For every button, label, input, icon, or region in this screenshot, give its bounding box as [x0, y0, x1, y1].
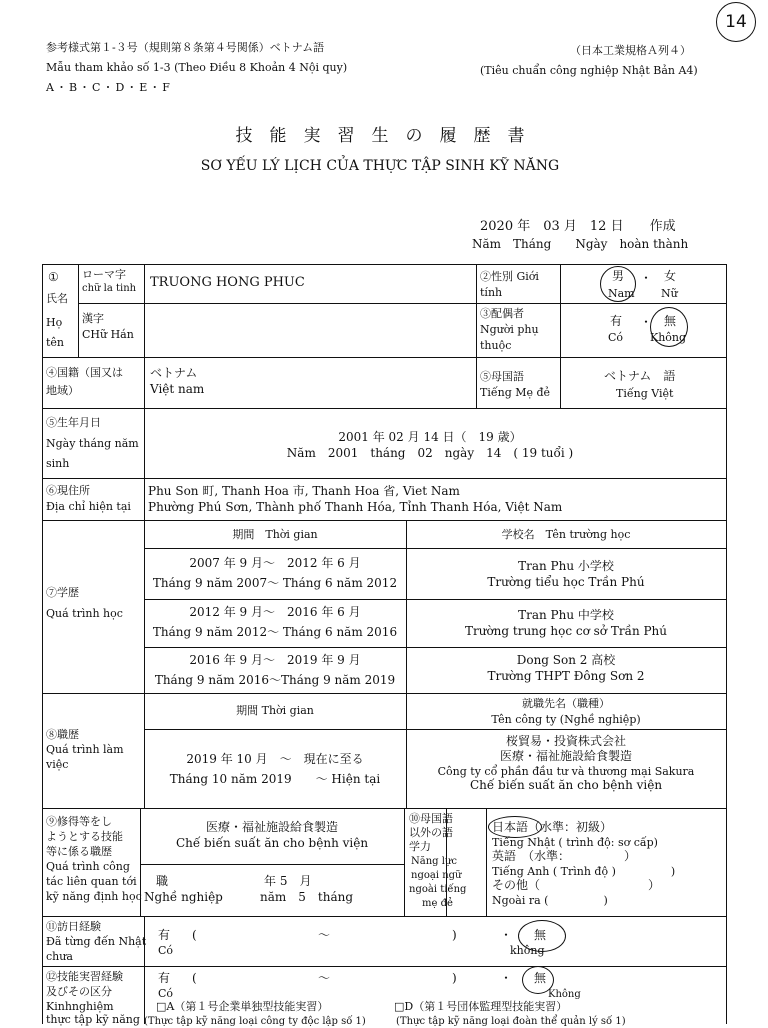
birth-value-jp: 2001 年 02 月 14 日（ 19 歳）: [338, 430, 522, 444]
training-paren-close: ): [452, 971, 457, 985]
visit-japan-yes-jp: 有: [158, 928, 171, 942]
address-value-vn: Phường Phú Sơn, Thành phố Thanh Hóa, Tỉnh Thanh Hóa, Việt Nam: [148, 500, 563, 514]
education-period-vn: Tháng 9 năm 2016～Tháng 9 năm 2019: [154, 673, 396, 687]
education-label-vn: Quá trình học: [46, 607, 123, 620]
standard-jp: （日本工業規格Ａ列４）: [570, 44, 691, 57]
education-period-header: 期間 Thời gian: [232, 528, 318, 541]
employment-period-jp: 2019 年 10 月 ～ 現在に至る: [186, 752, 364, 766]
training-no-vn: Không: [548, 989, 581, 1000]
skills-career-vn: Nghề nghiệp: [144, 890, 223, 904]
form-number-vn: Mẫu tham khảo số 1-3 (Theo Điều 8 Khoản 4 Nội quy): [46, 61, 348, 74]
skills-years-jp: 年 5 月: [264, 874, 312, 888]
education-period-jp: 2007 年 9 月～ 2012 年 6 月: [189, 556, 361, 570]
skills-label-vn2: tác liên quan tới: [46, 875, 137, 888]
languages-label-jp1: ⑩母国語: [409, 812, 453, 825]
gender-male-jp: 男: [612, 269, 625, 283]
employment-period-header: 期間 Thời gian: [236, 704, 314, 717]
skills-job-vn: Chế biến suất ăn cho bệnh viện: [175, 836, 369, 850]
visit-japan-paren-open: (: [192, 928, 197, 942]
mother-tongue-label-vn: Tiếng Mẹ đẻ: [480, 386, 551, 399]
name-romaji-value: TRUONG HONG PHUC: [150, 275, 305, 290]
languages-label-vn4: mẹ đẻ: [422, 898, 453, 909]
training-selected-circle: [522, 966, 554, 994]
japanese-level-vn: Tiếng Nhật ( trình độ: sơ cấp): [492, 836, 658, 849]
gender-female-vn: Nữ: [661, 287, 678, 300]
employment-company-jp: 桜貿易・投資株式会社: [505, 734, 626, 748]
education-school-jp: Tran Phu 中学校: [518, 608, 614, 622]
spouse-label-vn1: Người phụ: [480, 323, 539, 336]
spouse-yes-vn: Có: [608, 331, 624, 344]
training-yes-jp: 有: [158, 971, 171, 985]
education-school-vn: Trường trung học cơ sở Trần Phú: [464, 624, 668, 638]
employment-label-vn2: việc: [46, 758, 69, 771]
nationality-label-jp: ④国籍（国又は: [46, 366, 123, 379]
form-variants: A・B・C・D・E・F: [46, 81, 172, 94]
skills-career-jp: 職: [156, 874, 169, 888]
training-dot: ・: [500, 971, 513, 985]
visit-japan-yes-vn: Có: [158, 944, 174, 957]
nationality-value-vn: Việt nam: [150, 382, 205, 396]
kanji-label-jp: 漢字: [82, 312, 104, 325]
visit-japan-no-jp: 無: [534, 928, 547, 942]
form-number-jp: 参考様式第１-３号（規則第８条第４号関係）ベトナム語: [46, 41, 325, 54]
birth-label-jp: ⑤生年月日: [46, 416, 101, 429]
gender-female-jp: 女: [664, 269, 677, 283]
name-label-vn2: tên: [46, 336, 65, 349]
skills-label-jp3: 等に係る職歴: [46, 845, 112, 858]
kanji-label-vn: CHữ Hán: [82, 328, 134, 341]
training-label-vn2: thực tập kỹ năng: [46, 1013, 140, 1026]
training-no-jp: 無: [534, 971, 547, 985]
education-school-header: 学校名 Tên trường học: [501, 528, 631, 541]
education-period-jp: 2012 年 9 月～ 2016 年 6 月: [189, 605, 361, 619]
english-level-vn: Tiếng Anh ( Trình độ ) ): [492, 865, 676, 878]
training-label-jp2: 及びその区分: [46, 985, 112, 998]
languages-label-vn2: ngoại ngữ: [411, 870, 462, 881]
education-period-vn: Tháng 9 năm 2012～ Tháng 6 năm 2016: [152, 625, 398, 639]
employment-company-vn: Công ty cổ phần đầu tư và thương mại Sakura: [437, 765, 695, 778]
gender-selected-circle: [600, 266, 636, 302]
nationality-label-jp2: 地域）: [46, 384, 79, 397]
education-period-jp: 2016 年 9 月～ 2019 年 9 月: [189, 653, 361, 667]
spouse-selected-circle: [650, 307, 688, 347]
training-label-jp1: ⑫技能実習経験: [46, 970, 123, 983]
birth-label-vn2: sinh: [46, 457, 70, 470]
visit-japan-tilde: ～: [318, 928, 331, 942]
address-value-jp: Phu Son 町, Thanh Hoa 市, Thanh Hoa 省, Viet Nam: [148, 484, 460, 498]
romaji-label-vn: chữ la tinh: [82, 283, 137, 294]
employment-period-vn: Tháng 10 năm 2019 ～ Hiện tại: [169, 772, 381, 786]
name-number: ①: [48, 270, 59, 284]
visit-japan-label-jp: ⑪訪日経験: [46, 920, 101, 933]
gender-label-vn: tính: [480, 286, 503, 299]
visit-japan-paren-close: ): [452, 928, 457, 942]
nationality-value-jp: ベトナム: [150, 366, 198, 380]
other-language-jp: その他（ ）: [492, 878, 661, 892]
training-label-vn1: Kinhnghiệm: [46, 1000, 114, 1013]
birth-label-vn1: Ngày tháng năm: [46, 437, 139, 450]
japanese-selected-circle: [488, 816, 542, 838]
title-vn: SƠ YẾU LÝ LỊCH CỦA THỰC TẬP SINH KỸ NĂNG: [200, 158, 560, 174]
spouse-dot: ・: [640, 315, 653, 329]
training-option-d: □D（第１号団体監理型技能実習）: [394, 1000, 568, 1013]
mother-tongue-label-jp: ⑤母国語: [480, 370, 524, 383]
languages-label-vn1: Năng lực: [411, 856, 457, 867]
skills-years-vn: năm 5 tháng: [260, 890, 354, 904]
gender-dot: ・: [640, 271, 653, 285]
gender-label-jp: ②性別 Giới: [480, 270, 539, 283]
name-label-jp: 氏名: [46, 292, 68, 305]
employment-job-vn: Chế biến suất ăn cho bệnh viện: [469, 778, 663, 792]
spouse-no-jp: 無: [664, 314, 677, 328]
visit-japan-no-vn: không: [510, 944, 545, 957]
education-school-jp: Tran Phu 小学校: [518, 559, 614, 573]
spouse-label-jp: ③配偶者: [480, 307, 524, 320]
employment-label-jp: ⑧職歴: [46, 728, 79, 741]
visit-japan-label-vn2: chưa: [46, 950, 73, 963]
languages-label-vn3: ngoài tiếng: [409, 884, 467, 895]
visit-japan-label-vn1: Đã từng đến Nhật: [46, 935, 147, 948]
romaji-label-jp: ローマ字: [82, 268, 126, 281]
address-label-vn: Địa chỉ hiện tại: [46, 500, 131, 513]
employment-company-header-jp: 就職先名（職種）: [522, 697, 610, 710]
english-level-jp: 英語 （水準： ）: [492, 849, 637, 863]
name-label-vn1: Họ: [46, 316, 63, 329]
training-option-d-vn: (Thực tập kỹ năng loại đoàn thể quản lý số 1): [396, 1016, 626, 1027]
languages-label-jp2: 以外の語: [409, 826, 453, 839]
visit-japan-selected-circle: [518, 920, 566, 952]
employment-job-jp: 医療・福祉施設給食製造: [499, 749, 632, 763]
page-number-stamp: 14: [716, 2, 756, 42]
skills-label-jp2: ようとする技能: [46, 830, 123, 843]
education-label-jp: ⑦学歴: [46, 586, 79, 599]
mother-tongue-value-vn: Tiếng Việt: [616, 387, 674, 400]
spouse-no-vn: Không: [650, 331, 687, 344]
standard-vn: (Tiêu chuẩn công nghiệp Nhật Bản A4): [480, 64, 698, 77]
other-language-vn: Ngoài ra ( ): [492, 894, 608, 907]
title-jp: 技 能 実 習 生 の 履 歴 書: [235, 126, 525, 146]
education-school-vn: Trường THPT Đông Sơn 2: [487, 669, 645, 683]
languages-label-jp3: 学力: [409, 840, 431, 853]
creation-date: 2020 年 03 月 12 日 作成: [480, 219, 676, 234]
birth-value-vn: Năm 2001 tháng 02 ngày 14 ( 19 tuổi ): [286, 446, 574, 460]
address-label-jp: ⑥現住所: [46, 484, 90, 497]
spouse-yes-jp: 有: [610, 314, 623, 328]
education-school-jp: Dong Son 2 高校: [516, 653, 616, 667]
skills-label-vn3: kỹ năng định học: [46, 890, 142, 903]
training-option-a-vn: (Thực tập kỹ năng loại công ty độc lập số 1): [144, 1016, 366, 1027]
skills-job-jp: 医療・福祉施設給食製造: [205, 820, 338, 834]
mother-tongue-value-jp: ベトナム 語: [604, 369, 676, 383]
skills-label-vn1: Quá trình công: [46, 860, 130, 873]
training-option-a: □A（第１号企業単独型技能実習）: [156, 1000, 329, 1013]
japanese-level-jp: 日本語（水準：初級）: [492, 820, 613, 834]
creation-date-labels: Năm Tháng Ngày hoàn thành: [472, 237, 689, 251]
gender-male-vn: Nam: [608, 287, 635, 300]
training-tilde: ～: [318, 971, 331, 985]
education-period-vn: Tháng 9 năm 2007～ Tháng 6 năm 2012: [152, 576, 398, 590]
spouse-label-vn2: thuộc: [480, 339, 512, 352]
employment-label-vn1: Quá trình làm: [46, 743, 124, 756]
skills-label-jp1: ⑨修得等をし: [46, 815, 112, 828]
education-school-vn: Trường tiểu học Trần Phú: [487, 575, 645, 589]
employment-company-header-vn: Tên công ty (Nghề nghiệp): [491, 713, 641, 726]
training-paren-open: (: [192, 971, 197, 985]
training-yes-vn: Có: [158, 987, 174, 1000]
visit-japan-dot: ・: [500, 928, 513, 942]
